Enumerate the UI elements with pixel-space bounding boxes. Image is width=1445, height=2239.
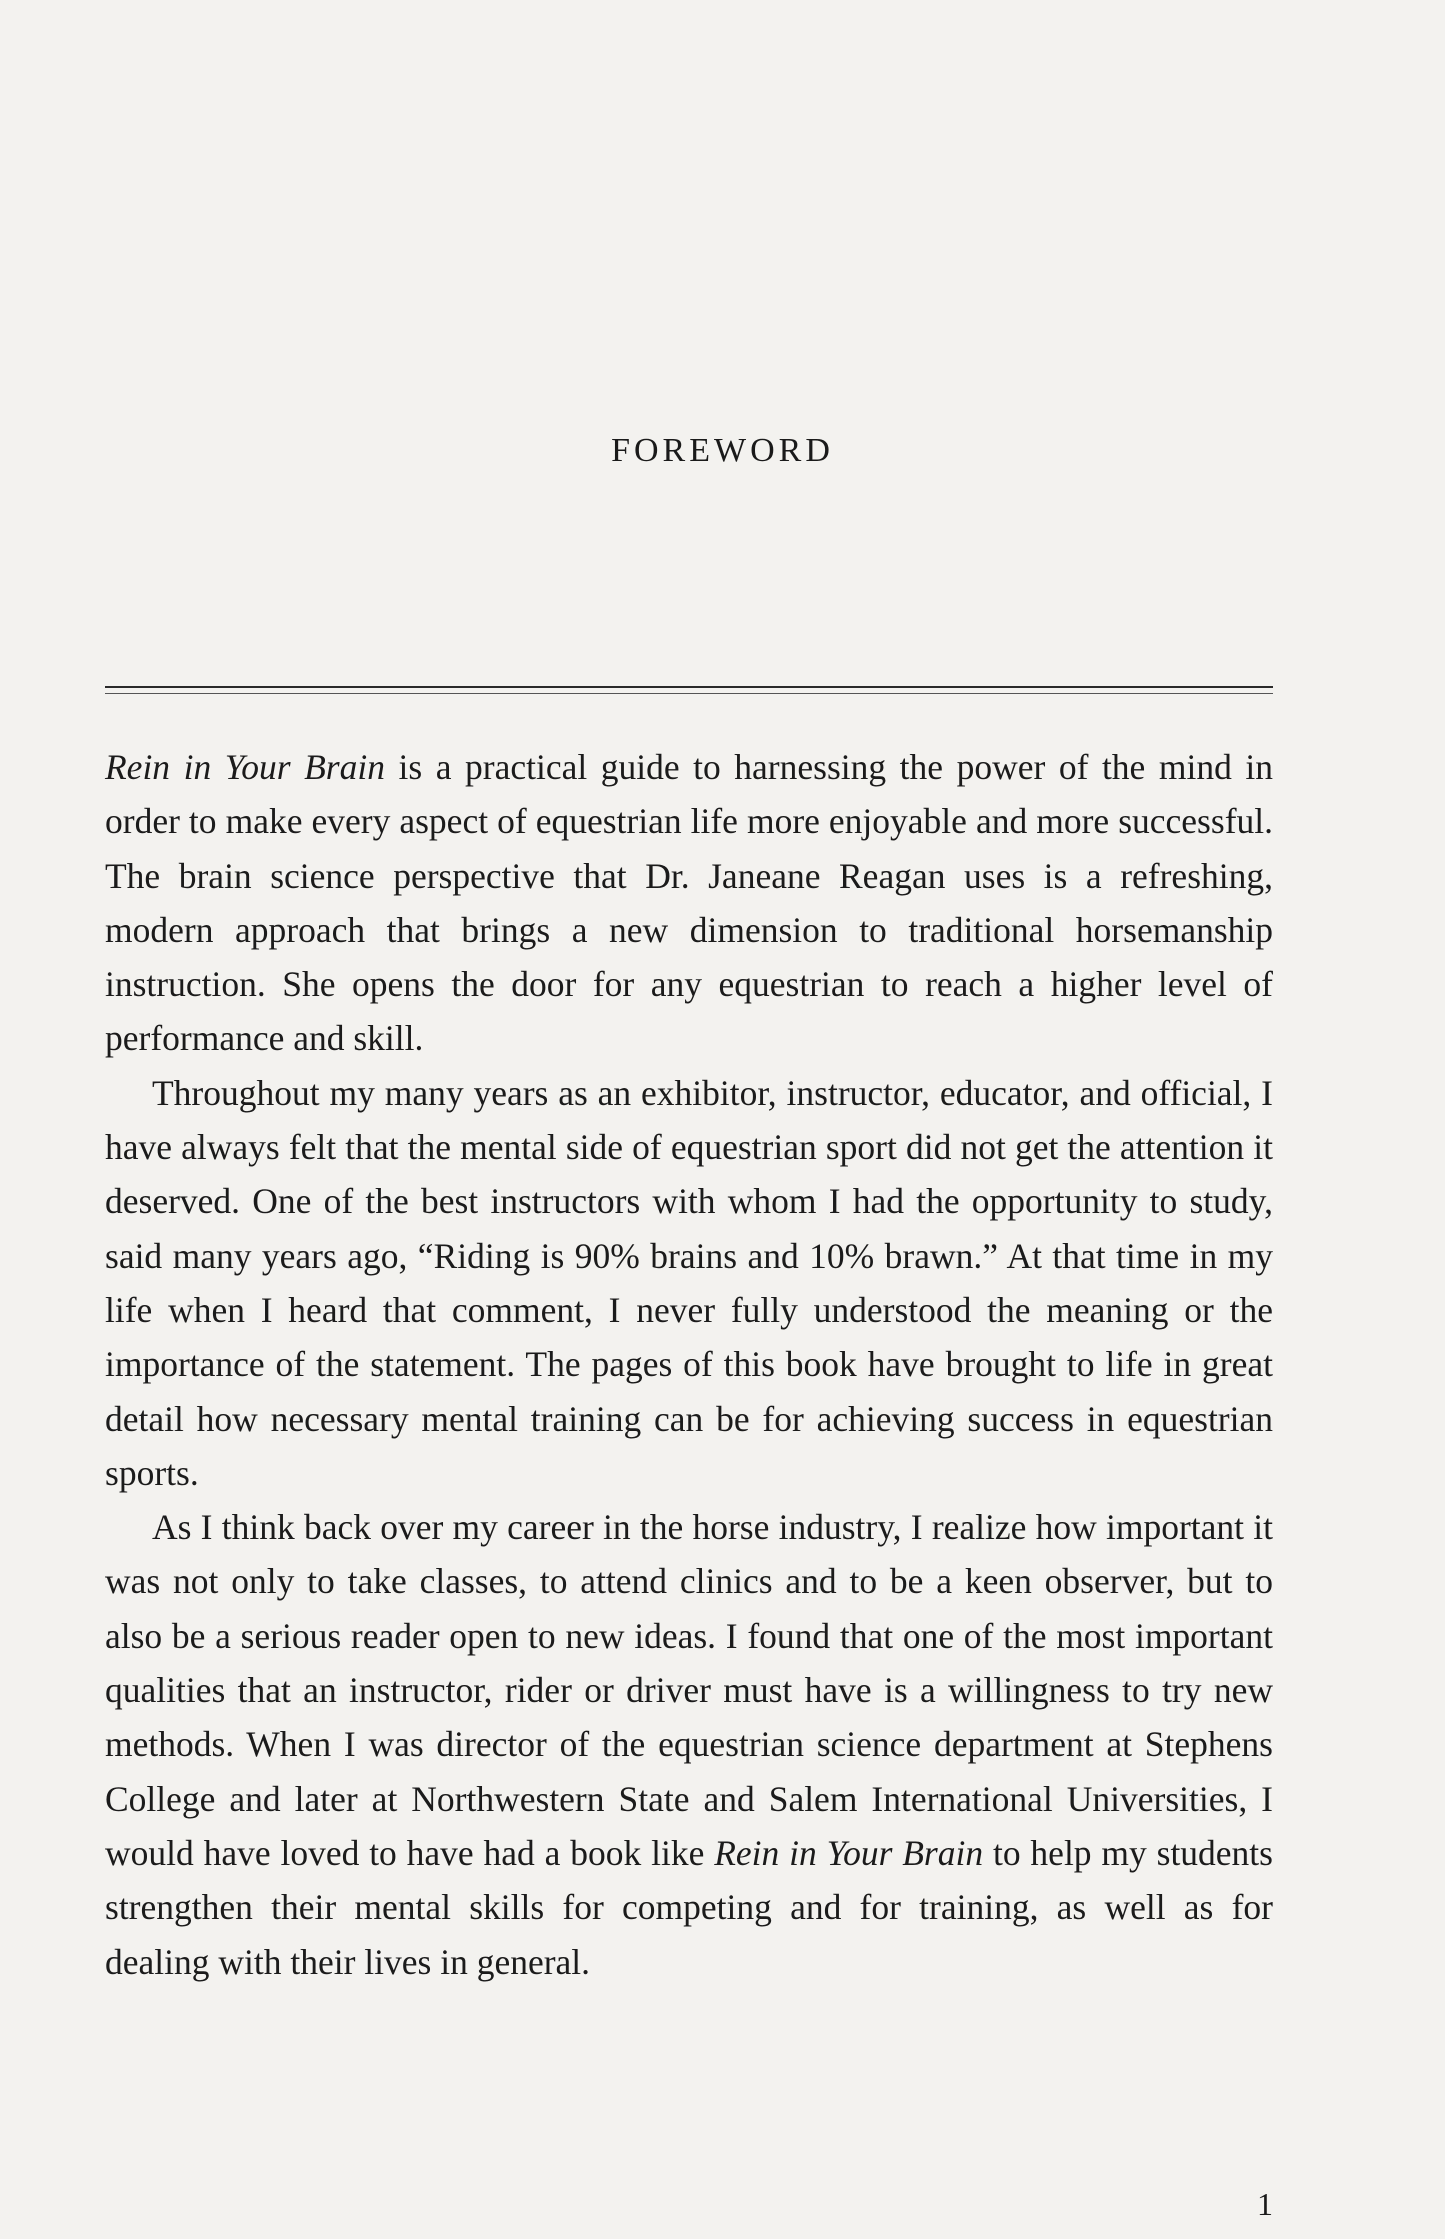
paragraph-2: Throughout my many years as an exhibitor, instructor, educator, and official, I have always felt that the mental side of equestrian sport did not get the attention it deserved. One of the best instructors with whom I had the opportunity to study, said many years ago, “Riding is 90% brains and 10% brawn.” At that time in my life when I heard that comment, I never fully understood the meaning or the importance of the statement. The pages of this book have brought to life in great detail how necessary mental training can be for achieving success in equestrian sports.	[105, 1072, 1273, 1493]
paragraph-text: As I think back over my career in the horse industry, I realize how important it was not only to take classes, to attend clinics and to be a keen observer, but to also be a serious reader open to new ideas. I found that one of the most important qualities that an instructor, rider or driver must have is a willingness to try new methods. When I was director of the equestrian science department at Stephens College and later at Northwestern State and Salem International Universities, I would have loved to have had a book like	[105, 1507, 1273, 1873]
book-title: Rein in Your Brain	[714, 1832, 984, 1873]
foreword-body	[105, 740, 1273, 1989]
divider-rule-thin	[105, 693, 1273, 694]
paragraph-text: to help my students strengthen their mental skills for competing and for training, as well as for dealing with their lives in general.	[105, 1832, 1273, 1982]
paragraph-text: is a practical guide to harnessing the power of the mind in order to make every aspect of equestrian life more enjoyable and more successful. The brain science perspective that Dr. Janeane Reagan uses is a refreshing, modern approach that brings a new dimension to traditional horsemanship instruction. She opens the door for any equestrian to reach a higher level of performance and skill.	[105, 747, 1273, 1059]
divider-rule	[105, 686, 1273, 688]
paragraph-3	[105, 1500, 1273, 1989]
page-title: FOREWORD	[611, 432, 834, 469]
page-number: 1	[1257, 2186, 1273, 2222]
paragraph-1	[105, 740, 1273, 1066]
book-title: Rein in Your Brain	[105, 747, 385, 787]
